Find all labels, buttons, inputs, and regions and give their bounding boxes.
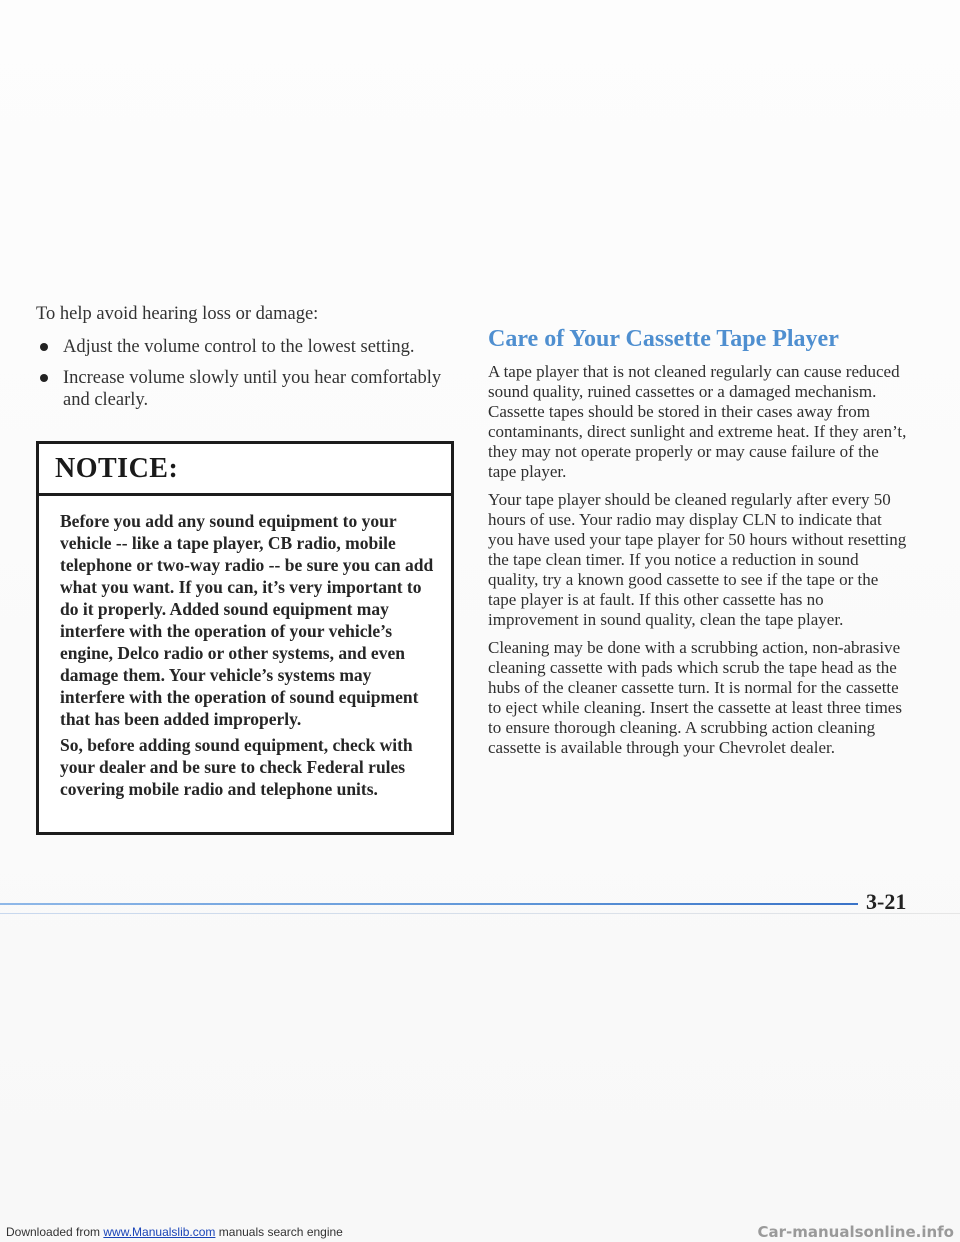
bullet-dot-icon — [40, 343, 48, 351]
notice-title: NOTICE: — [55, 452, 179, 484]
download-banner — [0, 1222, 960, 1242]
bullet-item — [36, 367, 456, 411]
bullet-item — [36, 336, 456, 358]
footer-rule-thin — [0, 913, 960, 914]
footer-rule — [0, 903, 858, 905]
notice-header — [39, 444, 451, 496]
banner-prefix: Downloaded from — [6, 1225, 104, 1239]
body-paragraph: Your tape player should be cleaned regularly after every 50 hours of use. Your radio may display CLN to indicate that you have used your tape player for 50 hours without resetting the tape clean timer. If you notice a reduction in sound quality, try a known good cassette to see if the tape or the tape player is at fault. If this other cassette has no improvement in sound quality, clean the tape player. — [488, 490, 907, 629]
body-paragraph: Cleaning may be done with a scrubbing action, non-abrasive cleaning cassette with pads which scrub the tape head as the hubs of the cleaner cassette turn. It is normal for the cassette to eject while cleaning. Insert the cassette at least three times to ensure thorough cleaning. A scrubbing action cleaning cassette is available through your Chevrolet dealer. — [488, 638, 902, 757]
bullet-text: Adjust the volume control to the lowest setting. — [63, 337, 415, 357]
right-column — [488, 324, 908, 766]
notice-box — [36, 441, 454, 835]
intro-text: To help avoid hearing loss or damage: — [36, 304, 319, 324]
carmanuals-watermark: Car-manualsonline.info — [757, 1223, 954, 1241]
download-banner-text — [6, 1222, 343, 1242]
notice-paragraph: Before you add any sound equipment to your vehicle -- like a tape player, CB radio, mobile telephone or two-way radio -- be sure you can add what you want. If you can, it’s very important to do it properly. Added sound equipment may interfere with the operation of your vehicle’s engine, Delco radio or other systems, and even damage them. Your vehicle’s systems may interfere with the operation of sound equipment that has been added improperly. — [60, 511, 434, 729]
notice-body — [39, 496, 451, 800]
left-column — [36, 302, 456, 420]
bullet-dot-icon — [40, 374, 48, 382]
page-number: 3-21 — [866, 889, 907, 914]
banner-suffix: manuals search engine — [215, 1225, 343, 1239]
notice-paragraph: So, before adding sound equipment, check with your dealer and be sure to check Federal rules covering mobile radio and telephone units. — [60, 735, 413, 799]
bullet-list — [36, 336, 456, 411]
body-paragraph: A tape player that is not cleaned regularly can cause reduced sound quality, ruined cassettes or a damaged mechanism. Cassette tapes should be stored in their cases away from contaminants, direct sunlight and extreme heat. If they aren’t, they may not operate properly or may cause failure of the tape player. — [488, 362, 907, 481]
bullet-text: Increase volume slowly until you hear comfortably and clearly. — [63, 368, 442, 410]
section-heading: Care of Your Cassette Tape Player — [488, 326, 839, 352]
manualslib-link[interactable]: www.Manualslib.com — [103, 1225, 216, 1239]
